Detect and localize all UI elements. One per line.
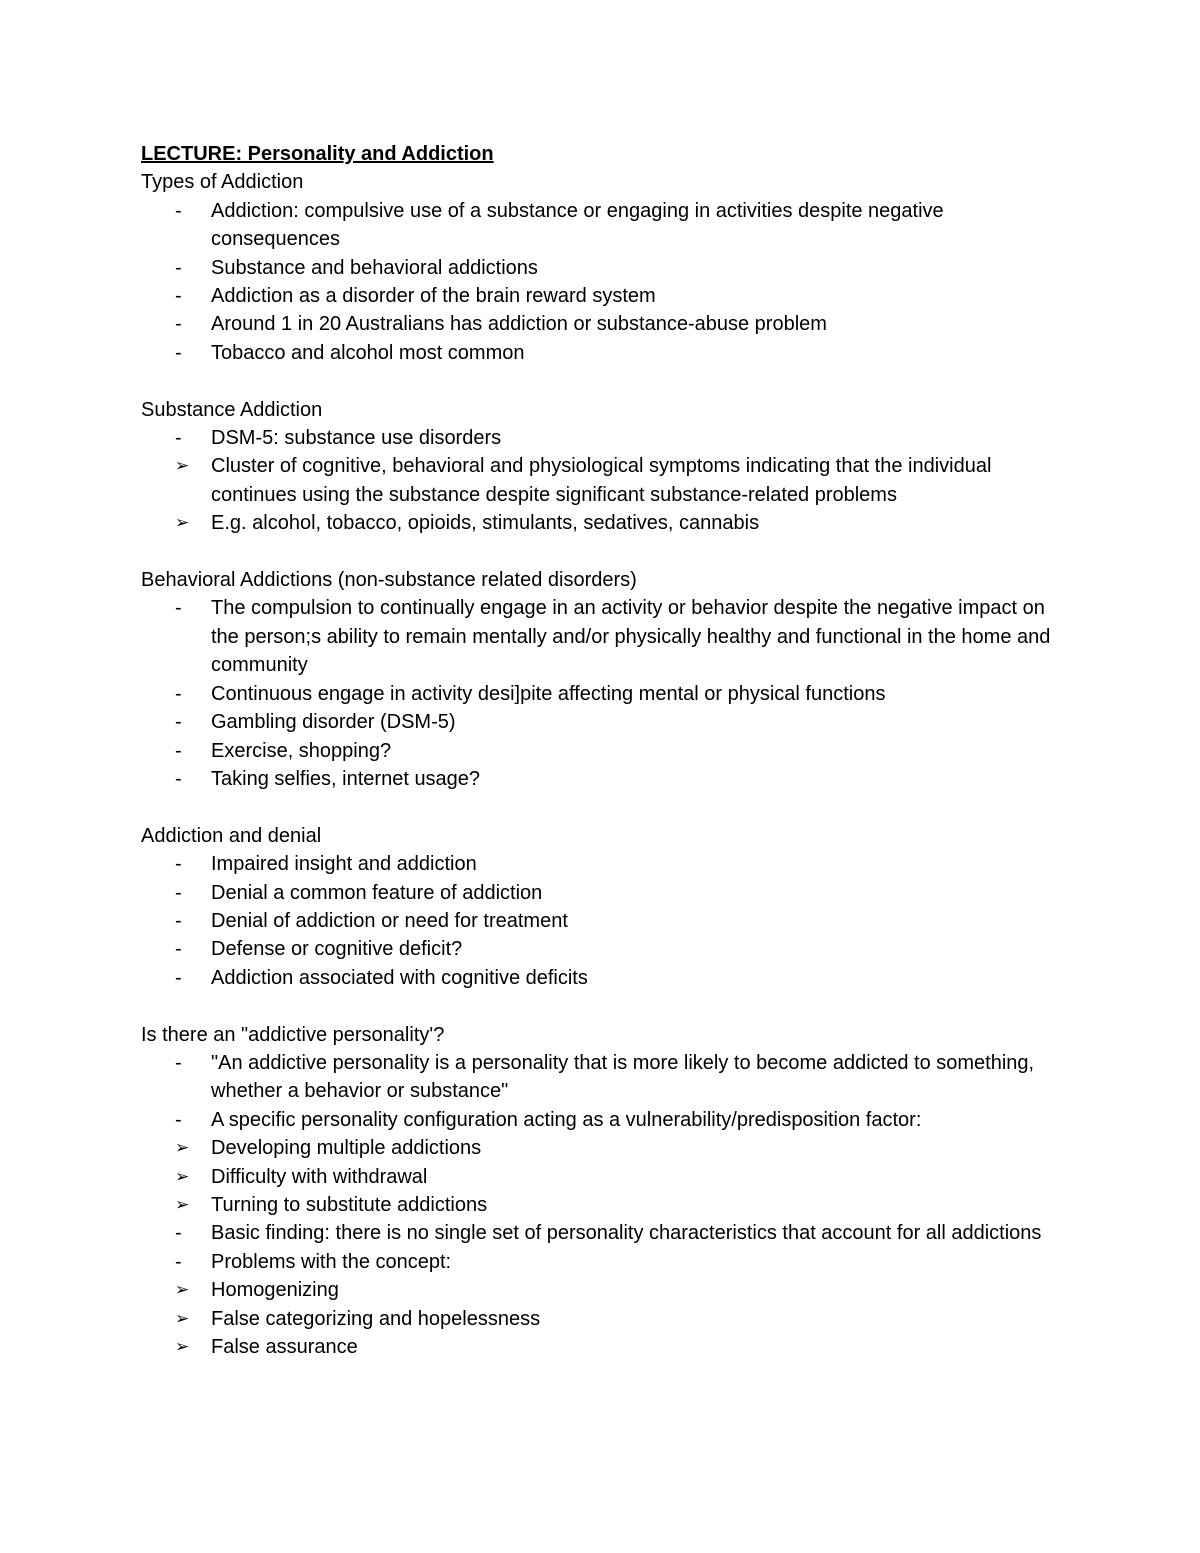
arrow-bullet-icon: ➢ bbox=[175, 513, 190, 533]
list-item bbox=[141, 680, 1071, 708]
bullet-list bbox=[141, 594, 1071, 793]
list-item bbox=[141, 282, 1071, 310]
list-item bbox=[141, 594, 1071, 679]
list-item-text: Exercise, shopping? bbox=[211, 739, 392, 762]
dash-bullet-icon: - bbox=[175, 1051, 182, 1074]
list-item bbox=[141, 452, 1071, 509]
dash-bullet-icon: - bbox=[175, 909, 182, 932]
section-heading: Types of Addiction bbox=[141, 171, 304, 194]
list-item-text: False assurance bbox=[211, 1336, 358, 1358]
list-item-text: Homogenizing bbox=[211, 1279, 339, 1302]
dash-bullet-icon: - bbox=[175, 341, 182, 364]
section-heading: Is there an "addictive personality'? bbox=[141, 1023, 445, 1046]
list-item-text: Tobacco and alcohol most common bbox=[211, 341, 525, 364]
list-item bbox=[141, 1305, 1071, 1333]
arrow-bullet-icon: ➢ bbox=[175, 1308, 190, 1328]
list-item bbox=[141, 1049, 1071, 1106]
section bbox=[141, 168, 1071, 367]
dash-bullet-icon: - bbox=[175, 682, 182, 705]
list-item-text: Developing multiple addictions bbox=[211, 1137, 482, 1160]
list-item-text: Addiction associated with cognitive deficits bbox=[211, 966, 588, 989]
list-item bbox=[141, 254, 1071, 282]
bullet-list bbox=[141, 1049, 1071, 1361]
dash-bullet-icon: - bbox=[175, 199, 182, 222]
list-item bbox=[141, 1134, 1071, 1162]
list-item bbox=[141, 197, 1071, 254]
list-item bbox=[141, 424, 1071, 452]
list-item-text: Taking selfies, internet usage? bbox=[211, 767, 481, 790]
section bbox=[141, 566, 1071, 793]
list-item-text: Turning to substitute addictions bbox=[211, 1193, 488, 1216]
arrow-bullet-icon: ➢ bbox=[175, 1138, 190, 1158]
list-item-text: Problems with the concept: bbox=[211, 1250, 452, 1273]
list-item-text: Basic finding: there is no single set of personality characteristics that account for all addictions bbox=[211, 1222, 1042, 1245]
list-item bbox=[141, 1163, 1071, 1191]
list-item-text: A specific personality configuration acting as a vulnerability/predisposition factor: bbox=[211, 1108, 922, 1131]
bullet-list bbox=[141, 424, 1071, 538]
arrow-bullet-icon: ➢ bbox=[175, 1280, 190, 1300]
list-item-text: Denial a common feature of addiction bbox=[211, 881, 543, 904]
list-item bbox=[141, 310, 1071, 338]
dash-bullet-icon: - bbox=[175, 427, 182, 450]
list-item bbox=[141, 1276, 1071, 1304]
dash-bullet-icon: - bbox=[175, 1250, 182, 1273]
list-item-text: Continuous engage in activity desi]pite affecting mental or physical functions bbox=[211, 682, 886, 705]
list-item-text: DSM-5: substance use disorders bbox=[211, 427, 502, 450]
list-item bbox=[141, 737, 1071, 765]
list-item-text: Addiction: compulsive use of a substance or engaging in activities despite negative consequences bbox=[211, 199, 944, 251]
dash-bullet-icon: - bbox=[175, 285, 182, 308]
section bbox=[141, 396, 1071, 538]
list-item bbox=[141, 1219, 1071, 1247]
document-title: LECTURE: Personality and Addiction bbox=[141, 143, 494, 165]
list-item bbox=[141, 1248, 1071, 1276]
arrow-bullet-icon: ➢ bbox=[175, 1166, 190, 1186]
list-item-text: "An addictive personality is a personality that is more likely to become addicted to something, whether a behavior or substance" bbox=[211, 1051, 1035, 1103]
list-item-text: Difficulty with withdrawal bbox=[211, 1165, 428, 1188]
list-item-text: Addiction as a disorder of the brain reward system bbox=[211, 285, 656, 308]
list-item bbox=[141, 964, 1071, 992]
section bbox=[141, 1021, 1071, 1362]
dash-bullet-icon: - bbox=[175, 1222, 182, 1245]
list-item bbox=[141, 509, 1071, 537]
list-item bbox=[141, 1106, 1071, 1134]
list-item-text: False categorizing and hopelessness bbox=[211, 1307, 541, 1330]
dash-bullet-icon: - bbox=[175, 767, 182, 790]
list-item bbox=[141, 935, 1071, 963]
list-item-text: Impaired insight and addiction bbox=[211, 853, 477, 876]
dash-bullet-icon: - bbox=[175, 853, 182, 876]
list-item-text: E.g. alcohol, tobacco, opioids, stimulants, sedatives, cannabis bbox=[211, 512, 760, 535]
section bbox=[141, 822, 1071, 992]
section-heading: Addiction and denial bbox=[141, 824, 322, 847]
section-heading: Substance Addiction bbox=[141, 398, 323, 421]
arrow-bullet-icon: ➢ bbox=[175, 1194, 190, 1214]
list-item-text: Defense or cognitive deficit? bbox=[211, 938, 463, 961]
list-item bbox=[141, 339, 1071, 367]
arrow-bullet-icon: ➢ bbox=[175, 456, 190, 476]
dash-bullet-icon: - bbox=[175, 313, 182, 336]
dash-bullet-icon: - bbox=[175, 256, 182, 279]
sections-container bbox=[141, 168, 1071, 1361]
bullet-list bbox=[141, 197, 1071, 367]
list-item bbox=[141, 708, 1071, 736]
list-item-text: Cluster of cognitive, behavioral and physiological symptoms indicating that the individual continues using the substance despite significant substance-related problems bbox=[211, 455, 992, 506]
dash-bullet-icon: - bbox=[175, 597, 182, 620]
list-item bbox=[141, 1333, 1071, 1361]
list-item-text: Gambling disorder (DSM-5) bbox=[211, 711, 456, 734]
bullet-list bbox=[141, 850, 1071, 992]
dash-bullet-icon: - bbox=[175, 881, 182, 904]
list-item bbox=[141, 907, 1071, 935]
dash-bullet-icon: - bbox=[175, 711, 182, 734]
document-page bbox=[141, 140, 1071, 1361]
list-item bbox=[141, 765, 1071, 793]
list-item bbox=[141, 1191, 1071, 1219]
list-item-text: Around 1 in 20 Australians has addiction or substance-abuse problem bbox=[211, 313, 827, 336]
list-item-text: The compulsion to continually engage in an activity or behavior despite the negative impact on the person;s ability to remain mentally and/or physically healthy and functional in the home and community bbox=[211, 597, 1051, 677]
dash-bullet-icon: - bbox=[175, 739, 182, 762]
dash-bullet-icon: - bbox=[175, 938, 182, 961]
list-item-text: Substance and behavioral addictions bbox=[211, 256, 538, 279]
dash-bullet-icon: - bbox=[175, 1108, 182, 1131]
section-heading: Behavioral Addictions (non-substance related disorders) bbox=[141, 569, 637, 592]
list-item bbox=[141, 850, 1071, 878]
list-item-text: Denial of addiction or need for treatment bbox=[211, 909, 568, 932]
dash-bullet-icon: - bbox=[175, 966, 182, 989]
list-item bbox=[141, 879, 1071, 907]
arrow-bullet-icon: ➢ bbox=[175, 1337, 190, 1356]
